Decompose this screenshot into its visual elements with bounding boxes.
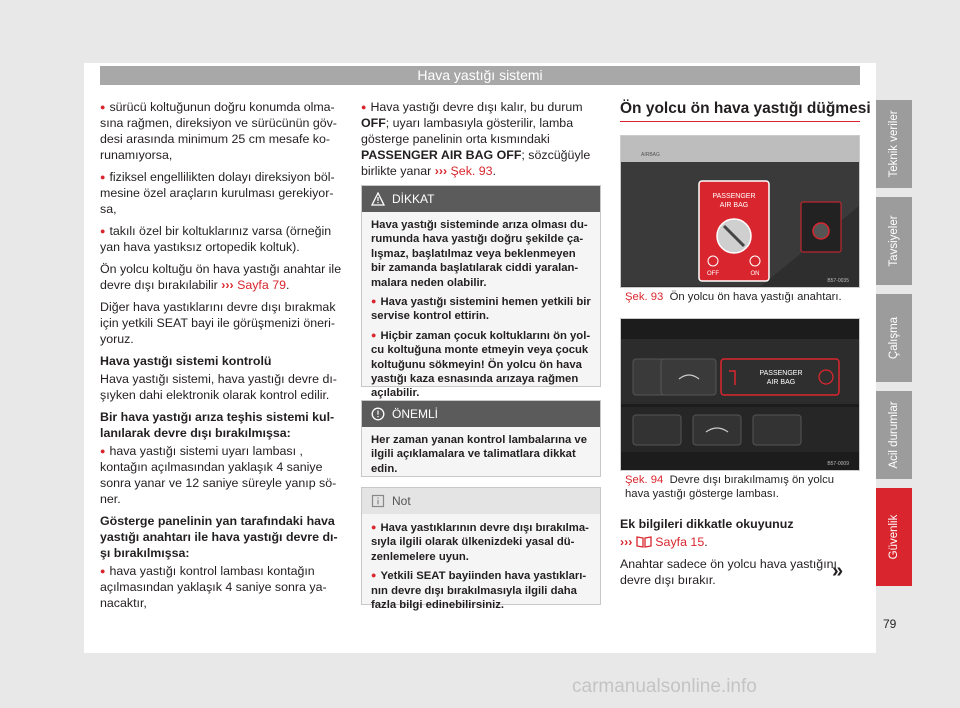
list-item: ● Hava yastığı sistemini hemen yetkili bir servise kontrol ettirin. [371, 294, 592, 324]
figure-94-caption: Şek. 94 Devre dışı bırakılmamış ön yolcu hava yastığı gösterge lambası. [625, 474, 835, 500]
section-title: Ön yolcu ön hava yastığı düğmesi [620, 100, 871, 117]
tab-guvenlik[interactable]: Güvenlik [876, 488, 912, 586]
list-item: ● Yetkili SEAT bayiinden hava yastıkları-nın devre dışı bırakılmasıyla ilgili daha fazla bilgi edinebilirsiniz. [371, 568, 592, 612]
paragraph: Anahtar sadece ön yolcu hava yastığını devre dışı bırakır. [620, 557, 837, 587]
tab-acil-durumlar[interactable]: Acil durumlar [876, 391, 912, 479]
warning-icon [371, 192, 385, 206]
list-item: ● fiziksel engellilikten dolayı direksiyon böl-mesine özel araçların kurulması gerekiyor-sa, [100, 169, 345, 217]
figure-code: B57-0035 [827, 278, 849, 284]
section-heading: Ek bilgileri dikkatle okuyunuz [620, 517, 794, 531]
off-label: OFF [707, 271, 719, 277]
figure-link[interactable]: Şek. 93 [450, 164, 493, 178]
dash-airbag-label: AIRBAG [641, 152, 660, 158]
reference-line: ››› Sayfa 15. [620, 535, 708, 549]
paragraph: Ön yolcu koltuğu ön hava yastığı anahtar ile devre dışı bırakılabilir ››› Sayfa 79. [100, 262, 342, 292]
continue-marker: » [832, 560, 844, 582]
page-link[interactable]: Sayfa 79 [237, 278, 286, 292]
page-number: 79 [883, 617, 897, 631]
note-icon [371, 494, 385, 508]
section-heading: Hava yastığı sistemi kontrolü [100, 354, 272, 368]
airbag-switch-illustration [621, 136, 859, 287]
airbag-indicator-illustration [621, 319, 859, 470]
list-item: ● takılı özel bir koltuklarınız varsa (örneğin yan hava yastıksız ortopedik koltuk). [100, 223, 345, 255]
figure-94 [620, 318, 860, 471]
tab-teknik-veriler[interactable]: Teknik veriler [876, 100, 912, 188]
book-icon [636, 535, 652, 548]
section-heading: Bir hava yastığı arıza teşhis sistemi kul-lanılarak devre dışı bırakılmışsa: [100, 410, 335, 440]
list-item: ● hava yastığı sistemi uyarı lambası , kontağın açılmasından yaklaşık 4 saniye sonra yanar ve 12 saniye süreyle yanıp sö-ner. [100, 443, 345, 507]
tab-calisma[interactable]: Çalışma [876, 294, 912, 382]
indicator-label-line-2: AIR BAG [766, 379, 796, 386]
column-3-text [620, 516, 855, 594]
figure-93-caption: Şek. 93 Ön yolcu ön hava yastığı anahtarı. [625, 291, 842, 303]
on-label: ON [750, 271, 760, 277]
figure-code: B57-0009 [827, 461, 849, 467]
list-item: ● Hava yastıklarının devre dışı bırakılma-sıyla ilgili olarak ülkenizdeki yasal dü-zenlemelere uyun. [371, 520, 592, 564]
watermark: carmanualsonline.info [572, 676, 757, 697]
important-box: ÖNEMLİ Her zaman yanan kontrol lambalarına ve ilgili açıklamalara ve talimatlara dikkat edin. [361, 400, 601, 477]
figure-93 [620, 135, 860, 288]
list-item: ● sürücü koltuğunun doğru konumda olma-sına rağmen, direksiyon ve sürücünün göv-desi arasında minimum 25 cm mesafe ko-runamıyorsa, [100, 99, 345, 163]
paragraph: Diğer hava yastıklarını devre dışı bırakmak için yetkili SEAT bayi ile görüşmenizi öneri-yoruz. [100, 300, 336, 346]
paragraph: Hava yastığı sistemi, hava yastığı devre dı-şıyken dahi elektronik olarak kontrol edilir. [100, 372, 337, 402]
page-link[interactable]: Sayfa 15 [655, 535, 705, 549]
column-2 [361, 99, 601, 185]
switch-label-line-1: PASSENGER [712, 193, 756, 200]
important-header: ÖNEMLİ [362, 401, 600, 427]
warning-header: DİKKAT [362, 186, 600, 212]
switch-label-line-2: AIR BAG [719, 202, 749, 209]
note-box [361, 487, 601, 612]
warning-box: DİKKAT Hava yastığı sisteminde arıza olması du-rumunda hava yastığı doğru şekilde ça-lışmaz, başlatılmaz veya beklenmeyen bir zamanda başlatılarak ciddi yaralan-malara neden olabilir. ● Hava yastığı sistemini hemen yetkili bir servise kontrol ettirin. ● Hiçbir zaman çocuk koltuklarını ön yol-cu koltuğuna monte etmeyin veya çocuk koltuğunu sökmeyin! Ön yolcu ön hava yastığı kaza esnasında arızaya rağmen açılabilir. [361, 185, 601, 387]
note-header: Not [362, 488, 600, 514]
list-item: ● hava yastığı kontrol lambası kontağın açılmasından yaklaşık 4 saniye sonra ya-nacaktır, [100, 563, 345, 611]
info-circle-icon [371, 407, 385, 421]
section-heading: Gösterge panelinin yan tarafındaki hava yastığı anahtarı ile hava yastığı devre dı-şı bırakılmışsa: [100, 514, 338, 560]
list-item: ● Hava yastığı devre dışı kalır, bu durum OFF; uyarı lambasıyla gösterilir, lamba gösterge panelinin orta kısmındaki PASSENGER AIR BAG OFF; sözcüğüyle birlikte yanar ››› Şek. 93. [361, 99, 601, 179]
column-1 [100, 99, 345, 617]
list-item: ● Hiçbir zaman çocuk koltuklarını ön yol-cu koltuğuna monte etmeyin veya çocuk koltuğunu sökmeyin! Ön yolcu ön hava yastığı kaza esnasında arızaya rağmen açılabilir. [371, 328, 592, 401]
title-divider [620, 121, 860, 122]
indicator-label-line-1: PASSENGER [759, 370, 803, 377]
tab-tavsiyeler[interactable]: Tavsiyeler [876, 197, 912, 285]
page-header: Hava yastığı sistemi [100, 66, 860, 85]
